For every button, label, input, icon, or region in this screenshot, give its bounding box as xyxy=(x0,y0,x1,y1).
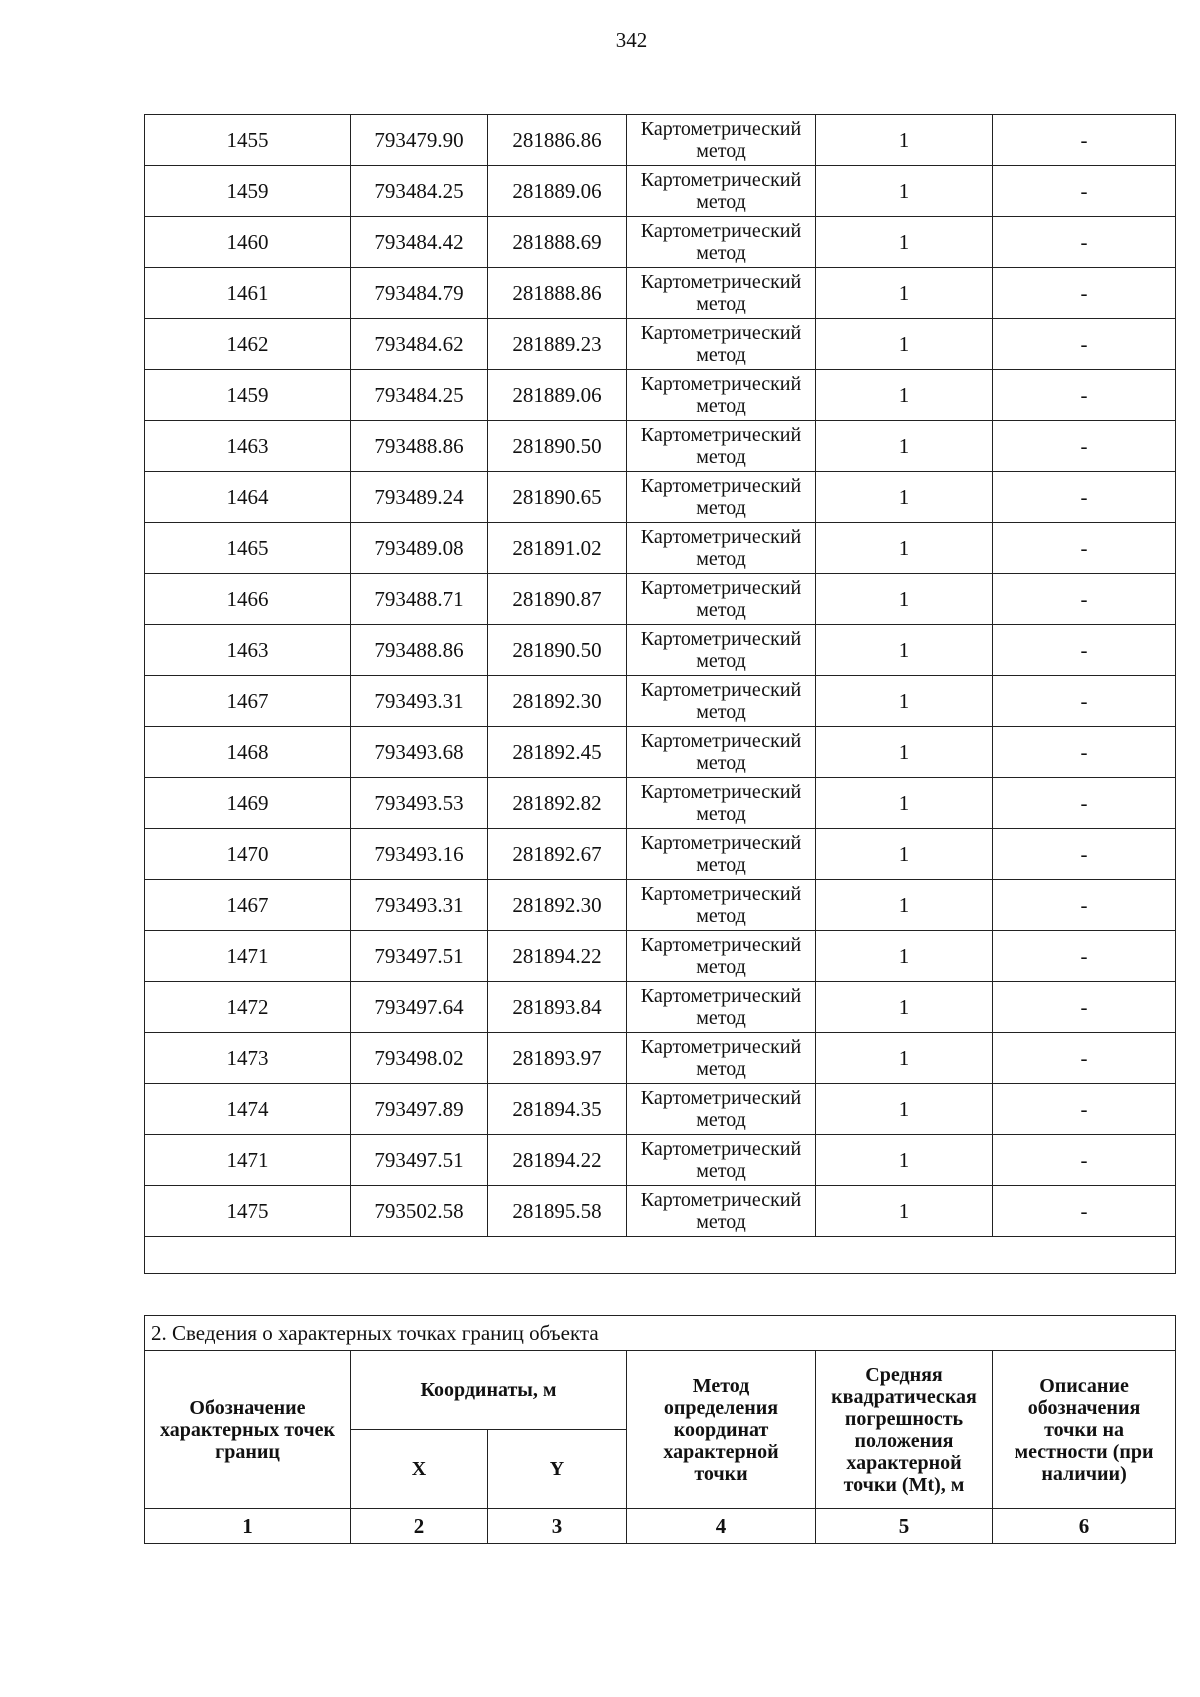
table-row xyxy=(145,982,1176,1033)
method-cell: Картометрический метод xyxy=(627,472,816,523)
x-coordinate-cell: 793497.51 xyxy=(351,931,488,982)
mt-cell: 1 xyxy=(816,982,993,1033)
description-cell: - xyxy=(993,217,1176,268)
method-cell: Картометрический метод xyxy=(627,880,816,931)
description-cell: - xyxy=(993,625,1176,676)
method-cell: Картометрический метод xyxy=(627,115,816,166)
x-coordinate-cell: 793484.79 xyxy=(351,268,488,319)
point-number-cell: 1471 xyxy=(145,1135,351,1186)
point-number-cell: 1475 xyxy=(145,1186,351,1237)
mt-cell: 1 xyxy=(816,727,993,778)
x-coordinate-cell: 793489.24 xyxy=(351,472,488,523)
column-number: 6 xyxy=(993,1509,1176,1544)
table-row xyxy=(145,625,1176,676)
x-coordinate-cell: 793488.71 xyxy=(351,574,488,625)
description-cell: - xyxy=(993,982,1176,1033)
y-coordinate-cell: 281888.86 xyxy=(488,268,627,319)
empty-cell xyxy=(145,1237,1176,1274)
method-cell: Картометрический метод xyxy=(627,676,816,727)
header-coordinates: Координаты, м xyxy=(351,1351,627,1430)
mt-cell: 1 xyxy=(816,1033,993,1084)
table-row xyxy=(145,574,1176,625)
description-cell: - xyxy=(993,676,1176,727)
y-coordinate-cell: 281889.06 xyxy=(488,370,627,421)
mt-cell: 1 xyxy=(816,1135,993,1186)
mt-cell: 1 xyxy=(816,370,993,421)
mt-cell: 1 xyxy=(816,472,993,523)
point-number-cell: 1462 xyxy=(145,319,351,370)
page-number: 342 xyxy=(615,28,648,52)
x-coordinate-cell: 793493.68 xyxy=(351,727,488,778)
method-cell: Картометрический метод xyxy=(627,1135,816,1186)
description-cell: - xyxy=(993,166,1176,217)
point-number-cell: 1474 xyxy=(145,1084,351,1135)
x-coordinate-cell: 793484.25 xyxy=(351,166,488,217)
y-coordinate-cell: 281893.84 xyxy=(488,982,627,1033)
method-cell: Картометрический метод xyxy=(627,421,816,472)
description-cell: - xyxy=(993,472,1176,523)
mt-cell: 1 xyxy=(816,217,993,268)
point-number-cell: 1460 xyxy=(145,217,351,268)
mt-cell: 1 xyxy=(816,1186,993,1237)
table-row xyxy=(145,880,1176,931)
table-row xyxy=(145,1135,1176,1186)
description-cell: - xyxy=(993,574,1176,625)
method-cell: Картометрический метод xyxy=(627,778,816,829)
description-cell: - xyxy=(993,1084,1176,1135)
method-cell: Картометрический метод xyxy=(627,625,816,676)
x-coordinate-cell: 793493.31 xyxy=(351,676,488,727)
point-number-cell: 1470 xyxy=(145,829,351,880)
y-coordinate-cell: 281893.97 xyxy=(488,1033,627,1084)
mt-cell: 1 xyxy=(816,115,993,166)
x-coordinate-cell: 793488.86 xyxy=(351,625,488,676)
header-point: Обозначение характерных точек границ xyxy=(145,1351,351,1509)
description-cell: - xyxy=(993,1033,1176,1084)
y-coordinate-cell: 281889.06 xyxy=(488,166,627,217)
description-cell: - xyxy=(993,880,1176,931)
description-cell: - xyxy=(993,421,1176,472)
table-row xyxy=(145,1033,1176,1084)
x-coordinate-cell: 793484.62 xyxy=(351,319,488,370)
table-row xyxy=(145,421,1176,472)
point-number-cell: 1463 xyxy=(145,625,351,676)
table-row xyxy=(145,217,1176,268)
description-cell: - xyxy=(993,778,1176,829)
y-coordinate-cell: 281890.87 xyxy=(488,574,627,625)
mt-cell: 1 xyxy=(816,268,993,319)
description-cell: - xyxy=(993,319,1176,370)
mt-cell: 1 xyxy=(816,931,993,982)
description-cell: - xyxy=(993,829,1176,880)
point-number-cell: 1472 xyxy=(145,982,351,1033)
method-cell: Картометрический метод xyxy=(627,574,816,625)
x-coordinate-cell: 793498.02 xyxy=(351,1033,488,1084)
column-number: 3 xyxy=(488,1509,627,1544)
y-coordinate-cell: 281894.35 xyxy=(488,1084,627,1135)
point-number-cell: 1467 xyxy=(145,880,351,931)
header-mt: Средняя квадратическая погрешность положения характерной точки (Mt), м xyxy=(816,1351,993,1509)
y-coordinate-cell: 281888.69 xyxy=(488,217,627,268)
y-coordinate-cell: 281890.50 xyxy=(488,625,627,676)
x-coordinate-cell: 793497.89 xyxy=(351,1084,488,1135)
method-cell: Картометрический метод xyxy=(627,1186,816,1237)
method-cell: Картометрический метод xyxy=(627,319,816,370)
y-coordinate-cell: 281886.86 xyxy=(488,115,627,166)
point-number-cell: 1463 xyxy=(145,421,351,472)
y-coordinate-cell: 281892.82 xyxy=(488,778,627,829)
mt-cell: 1 xyxy=(816,880,993,931)
x-coordinate-cell: 793488.86 xyxy=(351,421,488,472)
point-number-cell: 1459 xyxy=(145,166,351,217)
y-coordinate-cell: 281892.30 xyxy=(488,880,627,931)
table-row xyxy=(145,115,1176,166)
y-coordinate-cell: 281892.67 xyxy=(488,829,627,880)
x-coordinate-cell: 793479.90 xyxy=(351,115,488,166)
mt-cell: 1 xyxy=(816,676,993,727)
mt-cell: 1 xyxy=(816,166,993,217)
point-number-cell: 1468 xyxy=(145,727,351,778)
x-coordinate-cell: 793493.31 xyxy=(351,880,488,931)
point-number-cell: 1471 xyxy=(145,931,351,982)
method-cell: Картометрический метод xyxy=(627,931,816,982)
table-row xyxy=(145,166,1176,217)
x-coordinate-cell: 793497.64 xyxy=(351,982,488,1033)
point-number-cell: 1461 xyxy=(145,268,351,319)
mt-cell: 1 xyxy=(816,319,993,370)
column-number: 1 xyxy=(145,1509,351,1544)
mt-cell: 1 xyxy=(816,1084,993,1135)
method-cell: Картометрический метод xyxy=(627,1084,816,1135)
point-number-cell: 1459 xyxy=(145,370,351,421)
mt-cell: 1 xyxy=(816,574,993,625)
table-row xyxy=(145,370,1176,421)
description-cell: - xyxy=(993,268,1176,319)
table-row xyxy=(145,829,1176,880)
x-coordinate-cell: 793489.08 xyxy=(351,523,488,574)
x-coordinate-cell: 793484.42 xyxy=(351,217,488,268)
y-coordinate-cell: 281894.22 xyxy=(488,931,627,982)
x-coordinate-cell: 793493.16 xyxy=(351,829,488,880)
header-y: Y xyxy=(488,1430,627,1509)
table-row xyxy=(145,931,1176,982)
y-coordinate-cell: 281892.45 xyxy=(488,727,627,778)
header-x: X xyxy=(351,1430,488,1509)
y-coordinate-cell: 281891.02 xyxy=(488,523,627,574)
column-number: 5 xyxy=(816,1509,993,1544)
description-cell: - xyxy=(993,523,1176,574)
mt-cell: 1 xyxy=(816,829,993,880)
method-cell: Картометрический метод xyxy=(627,523,816,574)
x-coordinate-cell: 793502.58 xyxy=(351,1186,488,1237)
method-cell: Картометрический метод xyxy=(627,829,816,880)
description-cell: - xyxy=(993,1186,1176,1237)
table-row xyxy=(145,268,1176,319)
method-cell: Картометрический метод xyxy=(627,727,816,778)
table-row xyxy=(145,472,1176,523)
point-number-cell: 1473 xyxy=(145,1033,351,1084)
y-coordinate-cell: 281890.50 xyxy=(488,421,627,472)
method-cell: Картометрический метод xyxy=(627,268,816,319)
section-2-table xyxy=(144,1315,1176,1544)
empty-row xyxy=(145,1237,1176,1274)
section-2-title: 2. Сведения о характерных точках границ объекта xyxy=(145,1316,1176,1351)
point-number-cell: 1466 xyxy=(145,574,351,625)
point-number-cell: 1467 xyxy=(145,676,351,727)
table-row xyxy=(145,676,1176,727)
table-row xyxy=(145,523,1176,574)
y-coordinate-cell: 281892.30 xyxy=(488,676,627,727)
table-row xyxy=(145,1186,1176,1237)
description-cell: - xyxy=(993,115,1176,166)
column-number: 4 xyxy=(627,1509,816,1544)
mt-cell: 1 xyxy=(816,778,993,829)
description-cell: - xyxy=(993,370,1176,421)
point-number-cell: 1464 xyxy=(145,472,351,523)
method-cell: Картометрический метод xyxy=(627,217,816,268)
x-coordinate-cell: 793484.25 xyxy=(351,370,488,421)
method-cell: Картометрический метод xyxy=(627,166,816,217)
method-cell: Картометрический метод xyxy=(627,1033,816,1084)
description-cell: - xyxy=(993,931,1176,982)
column-number: 2 xyxy=(351,1509,488,1544)
x-coordinate-cell: 793497.51 xyxy=(351,1135,488,1186)
y-coordinate-cell: 281890.65 xyxy=(488,472,627,523)
point-number-cell: 1455 xyxy=(145,115,351,166)
description-cell: - xyxy=(993,1135,1176,1186)
table-row xyxy=(145,727,1176,778)
header-description: Описание обозначения точки на местности (при наличии) xyxy=(993,1351,1176,1509)
y-coordinate-cell: 281894.22 xyxy=(488,1135,627,1186)
method-cell: Картометрический метод xyxy=(627,982,816,1033)
table-row xyxy=(145,778,1176,829)
y-coordinate-cell: 281895.58 xyxy=(488,1186,627,1237)
coordinates-table xyxy=(144,114,1176,1274)
y-coordinate-cell: 281889.23 xyxy=(488,319,627,370)
point-number-cell: 1469 xyxy=(145,778,351,829)
description-cell: - xyxy=(993,727,1176,778)
mt-cell: 1 xyxy=(816,421,993,472)
point-number-cell: 1465 xyxy=(145,523,351,574)
table-row xyxy=(145,319,1176,370)
table-row xyxy=(145,1084,1176,1135)
mt-cell: 1 xyxy=(816,625,993,676)
method-cell: Картометрический метод xyxy=(627,370,816,421)
x-coordinate-cell: 793493.53 xyxy=(351,778,488,829)
header-method: Метод определения координат характерной точки xyxy=(627,1351,816,1509)
mt-cell: 1 xyxy=(816,523,993,574)
